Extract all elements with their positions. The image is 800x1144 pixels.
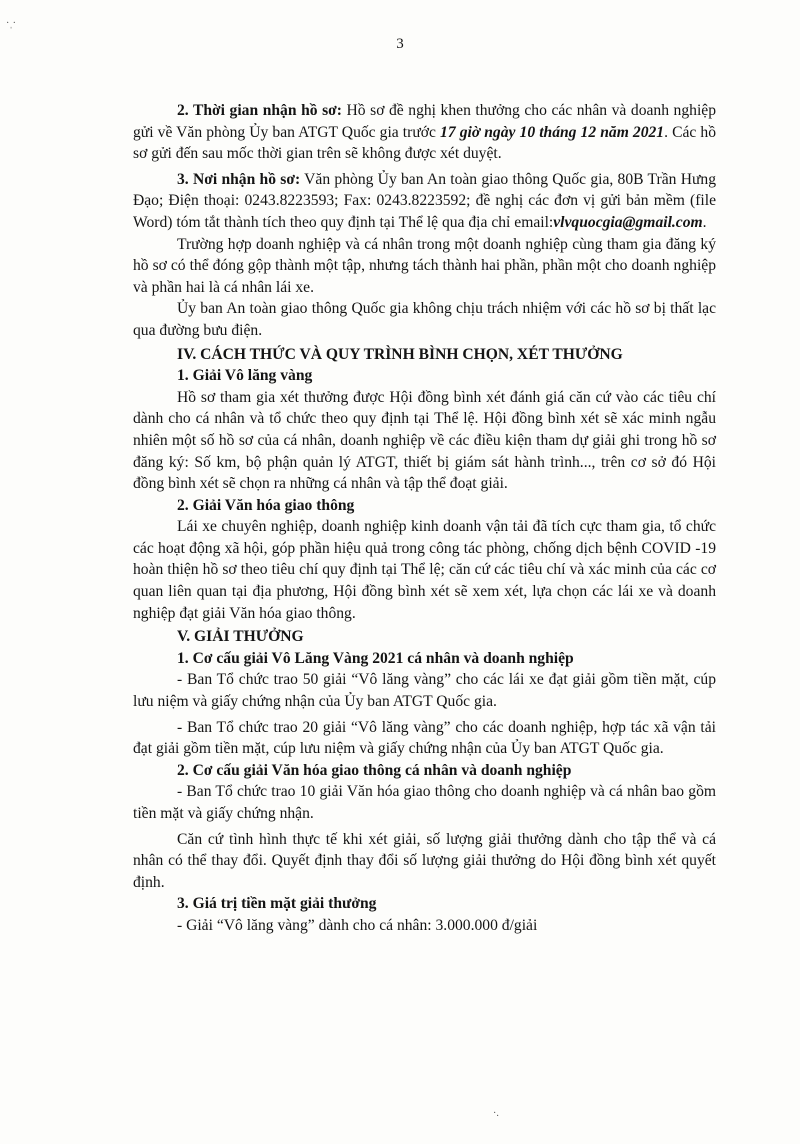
section-heading [133, 760, 716, 782]
paragraph [133, 829, 716, 894]
paragraph [133, 669, 716, 712]
text-run: 2. Giải Văn hóa giao thông [177, 496, 355, 514]
text-run: . [702, 213, 707, 231]
text-run: . Các hồ sơ gửi đến sau mốc thời gian trên sẽ không được xét duyệt. [133, 123, 716, 163]
paragraph [133, 234, 716, 299]
document-body [133, 100, 716, 937]
paragraph [133, 387, 716, 495]
text-run: - Ban Tổ chức trao 20 giải “Vô lăng vàng” cho các doanh nghiệp, hợp tác xã vận tải đạt giải gồm tiền mặt, cúp lưu niệm và giấy chứng nhận của Ủy ban ATGT Quốc gia. [133, 718, 716, 758]
text-run: vlvquocgia@gmail.com [553, 213, 703, 231]
paragraph [133, 100, 716, 165]
text-run: Trường hợp doanh nghiệp và cá nhân trong một doanh nghiệp cùng tham gia đăng ký hồ sơ có thể đóng gộp thành một tập, nhưng tách thành hai phần, phần một cho doanh nghiệp và phần hai là cá nhân lái xe. [133, 235, 716, 296]
text-run: - Giải “Vô lăng vàng” dành cho cá nhân: 3.000.000 đ/giải [177, 916, 538, 934]
section-heading [133, 893, 716, 915]
text-run: Căn cứ tình hình thực tế khi xét giải, số lượng giải thưởng dành cho tập thể và cá nhân có thể thay đổi. Quyết định thay đổi số lượng giải thưởng do Hội đồng bình xét quyết định. [133, 830, 716, 891]
text-run: 3. Giá trị tiền mặt giải thưởng [177, 895, 377, 913]
text-run: 2. Cơ cấu giải Văn hóa giao thông cá nhân và doanh nghiệp [177, 761, 572, 779]
paragraph [133, 169, 716, 234]
section-heading [133, 344, 716, 366]
scan-speck: ·. [493, 1108, 499, 1119]
section-heading [133, 365, 716, 387]
paragraph [133, 915, 716, 937]
text-run: Hồ sơ tham gia xét thưởng được Hội đồng bình xét đánh giá căn cứ vào các tiêu chí dành cho cá nhân và tổ chức theo quy định tại Thể lệ. Hội đồng bình xét sẽ xác minh ngẫu nhiên một số hồ sơ của cá nhân, doanh nghiệp về các điều kiện tham dự giải ghi trong hồ sơ đăng ký: Số km, bộ phận quản lý ATGT, thiết bị giám sát hành trình..., trên cơ sở đó Hội đồng bình xét sẽ chọn ra những cá nhân và tập thể đoạt giải. [133, 388, 716, 493]
text-run: V. GIẢI THƯỞNG [177, 628, 304, 646]
scan-speck: ·ˌ· [6, 18, 16, 29]
text-run: Hồ sơ đề nghị khen thưởng cho các nhân và doanh nghiệp gửi về Văn phòng Ủy ban ATGT Quốc gia trước [133, 102, 716, 141]
section-heading [133, 648, 716, 670]
paragraph [133, 516, 716, 624]
text-run: Lái xe chuyên nghiệp, doanh nghiệp kinh doanh vận tải đã tích cực tham gia, tổ chức các hoạt động xã hội, góp phần hiệu quả trong công tác phòng, chống dịch bệnh COVID -19 hoàn thiện hồ sơ theo tiêu chí quy định tại Thể lệ; căn cứ các tiêu chí và xác minh của các cơ quan liên quan tại địa phương, Hội đồng bình xét sẽ xem xét, lựa chọn các lái xe và doanh nghiệp đạt giải Văn hóa giao thông. [133, 518, 716, 622]
text-run: - Ban Tổ chức trao 50 giải “Vô lăng vàng” cho các lái xe đạt giải gồm tiền mặt, cúp lưu niệm và giấy chứng nhận của Ủy ban ATGT Quốc gia. [133, 671, 716, 711]
text-run: 1. Cơ cấu giải Vô Lăng Vàng 2021 cá nhân và doanh nghiệp [177, 649, 574, 667]
text-run: 2. Thời gian nhận hồ sơ: [177, 102, 342, 119]
page-number: 3 [396, 36, 404, 52]
text-run: IV. CÁCH THỨC VÀ QUY TRÌNH BÌNH CHỌN, XÉT THƯỞNG [177, 345, 623, 363]
text-run: Văn phòng Ủy ban An toàn giao thông Quốc gia, 80B Trần Hưng Đạo; Điện thoại: 0243.8223593; Fax: 0243.8223592; đề nghị các đơn vị gửi bản mềm (file Word) tóm tắt thành tích theo quy định tại Thể lệ qua địa chỉ email: [133, 170, 716, 231]
text-run: 17 giờ ngày 10 tháng 12 năm 2021 [440, 123, 665, 141]
section-heading [133, 495, 716, 517]
section-heading [133, 626, 716, 648]
paragraph [133, 298, 716, 341]
text-run: 1. Giải Vô lăng vàng [177, 367, 313, 385]
paragraph [133, 717, 716, 760]
text-run: Ủy ban An toàn giao thông Quốc gia không chịu trách nhiệm với các hồ sơ bị thất lạc qua đường bưu điện. [133, 300, 716, 339]
paragraph [133, 781, 716, 824]
text-run: 3. Nơi nhận hồ sơ: [177, 170, 301, 188]
text-run: - Ban Tổ chức trao 10 giải Văn hóa giao thông cho doanh nghiệp và cá nhân bao gồm tiền mặt và giấy chứng nhận. [133, 783, 716, 822]
